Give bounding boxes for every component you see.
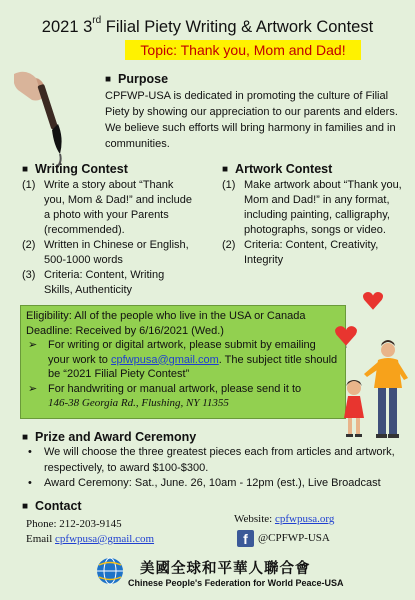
facebook-icon[interactable]: f — [237, 530, 254, 547]
contact-heading: ■ Contact — [22, 499, 82, 513]
eligibility-box — [20, 305, 346, 419]
list-item: (2) Written in Chinese or English, 500-1000 words — [22, 239, 189, 266]
arrow-bullet-icon: ➢ — [28, 382, 38, 395]
deadline-line: Deadline: Received by 6/16/2021 (Wed.) — [26, 324, 224, 337]
brush-hand-illustration — [14, 66, 84, 166]
globe-logo-icon — [95, 556, 125, 586]
list-item: (1) Make artwork about “Thank you, Mom and Dad!” in any format, including painting, calligraphy, photographs, songs or video. — [222, 179, 402, 236]
website-link[interactable]: cpfwpusa.org — [274, 513, 335, 525]
list-item: (2) Criteria: Content, Creativity, Integrity — [222, 239, 379, 266]
digital-submission-item: ➢ For writing or digital artwork, please submit by emailing your work to cpfwpusa@gmail.com. The subject title should be “2021 Filial Piety Contest” — [28, 339, 338, 380]
family-illustration — [336, 338, 412, 442]
arrow-bullet-icon: ➢ — [28, 339, 38, 351]
artwork-heading: ■ Artwork Contest — [222, 162, 332, 176]
list-item: • We will choose the three greatest pieces each from articles and artwork, respectively, to award $100-$300. — [22, 445, 404, 476]
mailing-address: 146-38 Georgia Rd., Flushing, NY 11355 — [48, 397, 229, 409]
email-link[interactable]: cpfwpusa@gmail.com — [110, 353, 219, 366]
contact-email-link[interactable]: cpfwpusa@gmail.com — [55, 533, 155, 545]
contest-title: 2021 3rd Filial Piety Writing & Artwork Contest — [41, 15, 374, 36]
manual-submission-item: ➢ For handwriting or manual artwork, please send it to 146-38 Georgia Rd., Flushing, NY 11355 — [28, 382, 302, 409]
purpose-heading: ■ Purpose — [105, 72, 168, 86]
facebook-handle[interactable]: @CPFWP-USA — [258, 532, 330, 544]
email-row: Email cpfwpusa@gmail.com — [26, 533, 155, 545]
topic-banner: Topic: Thank you, Mom and Dad! — [125, 40, 361, 60]
purpose-text: CPFWP-USA is dedicated in promoting the culture of Filial Piety by showing our appreciation to our parents and elders. We believe such efforts will bring harmony in families and in communities. — [105, 90, 398, 150]
website-row: Website: cpfwpusa.org — [234, 513, 335, 525]
org-name-english: Chinese People's Federation for World Peace-USA — [128, 578, 344, 588]
writing-list — [22, 178, 194, 298]
writing-heading: ■ Writing Contest — [22, 162, 128, 176]
list-item: (3) Criteria: Content, Writing Skills, Authenticity — [22, 269, 165, 296]
prize-heading: ■ Prize and Award Ceremony — [22, 430, 196, 444]
eligibility-line: Eligibility: All of the people who live in the USA or Canada — [26, 310, 306, 322]
list-item: • Award Ceremony: Sat., June. 26, 10am - 12pm (est.), Live Broadcast — [22, 476, 404, 492]
list-item: (1) Write a story about “Thank you, Mom & Dad!” and include a photo with your Parents (recommended). — [22, 179, 192, 236]
phone-text: Phone: 212-203-9145 — [26, 518, 122, 530]
artwork-list — [222, 178, 402, 268]
heart-balloon-icon — [362, 290, 384, 312]
prize-list — [22, 445, 404, 492]
org-name-chinese: 美國全球和平華人聯合會 — [140, 561, 311, 577]
